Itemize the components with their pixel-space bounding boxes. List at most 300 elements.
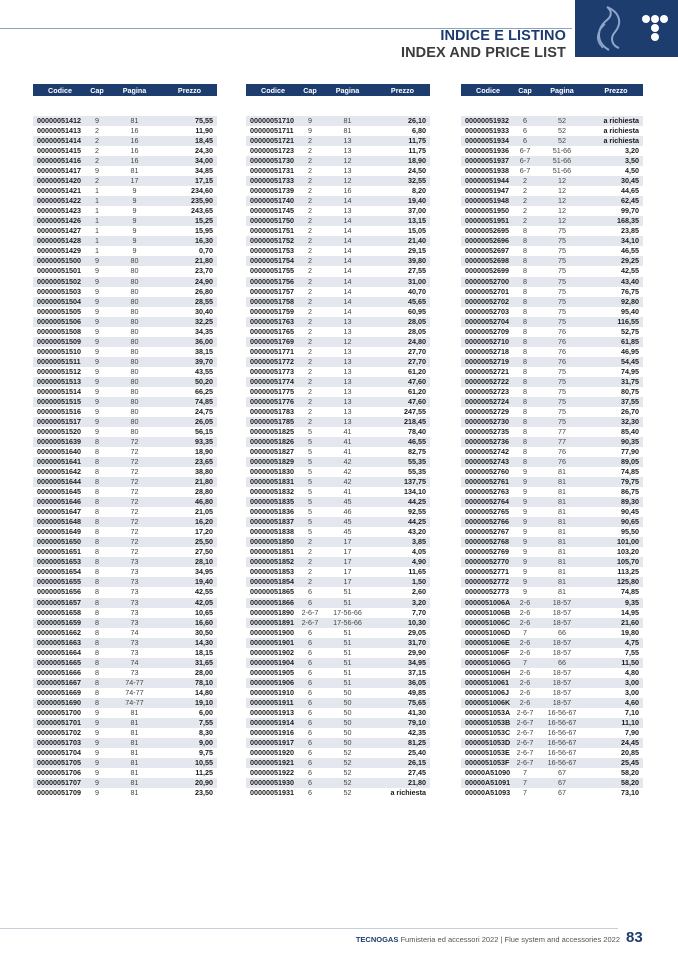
cell-price: 28,55	[162, 297, 217, 307]
cell-code: 00000051891	[246, 618, 300, 628]
cell-code: 00000051701	[33, 718, 87, 728]
cell-code: 00000051647	[33, 507, 87, 517]
cell-price: 45,65	[375, 297, 430, 307]
cell-cap: 8	[515, 317, 535, 327]
cell-cap: 8	[87, 688, 107, 698]
cell-page: 75	[535, 226, 589, 236]
table-row	[33, 246, 217, 256]
cell-code: 00000051776	[246, 397, 300, 407]
header-cap: Cap	[515, 84, 535, 96]
cell-code: 0000051006D	[461, 628, 515, 638]
cell-page: 14	[320, 236, 375, 246]
cell-code: 00000051516	[33, 407, 87, 417]
cell-page: 42	[320, 467, 375, 477]
cell-cap: 9	[515, 487, 535, 497]
cell-page: 81	[107, 778, 162, 788]
cell-cap: 8	[87, 527, 107, 537]
cell-code: 00000051936	[461, 146, 515, 156]
table-row	[246, 668, 430, 678]
cell-page: 12	[535, 216, 589, 226]
cell-page: 75	[535, 367, 589, 377]
table-row	[461, 116, 643, 126]
cell-cap: 2-6	[515, 598, 535, 608]
cell-price: 11,65	[375, 567, 430, 577]
cell-price: 30,45	[589, 176, 643, 186]
cell-price: 6,00	[162, 708, 217, 718]
table-row	[33, 166, 217, 176]
cell-page: 81	[535, 567, 589, 577]
cell-price: 247,55	[375, 407, 430, 417]
cell-cap: 8	[87, 598, 107, 608]
cell-code: 0000051006C	[461, 618, 515, 628]
cell-cap: 2	[300, 256, 320, 266]
cell-price: 77,90	[589, 447, 643, 457]
cell-page: 50	[320, 738, 375, 748]
cell-page: 75	[535, 377, 589, 387]
cell-page: 75	[535, 417, 589, 427]
cell-price: 7,70	[375, 608, 430, 618]
cell-price: 15,05	[375, 226, 430, 236]
cell-code: 00000051641	[33, 457, 87, 467]
cell-cap: 6	[300, 788, 320, 798]
cell-page: 14	[320, 277, 375, 287]
table-row	[461, 317, 643, 327]
cell-page: 52	[320, 748, 375, 758]
table-row	[461, 688, 643, 698]
cell-code: 00000051655	[33, 577, 87, 587]
cell-code: 0000051006A	[461, 598, 515, 608]
cell-price: 16,20	[162, 517, 217, 527]
cell-price: 234,60	[162, 186, 217, 196]
cell-cap: 8	[87, 477, 107, 487]
cell-page: 81	[535, 577, 589, 587]
table-row	[246, 437, 430, 447]
cell-code: 00000051506	[33, 317, 87, 327]
cell-code: 00000051503	[33, 287, 87, 297]
cell-cap: 2	[300, 407, 320, 417]
table-row	[461, 527, 643, 537]
cell-page: 14	[320, 216, 375, 226]
cell-page: 51	[320, 668, 375, 678]
cell-price: 24,80	[375, 337, 430, 347]
table-row	[461, 266, 643, 276]
cell-price: 43,55	[162, 367, 217, 377]
cell-cap: 2-6-7	[516, 747, 534, 757]
cell-code: 00000051948	[461, 196, 515, 206]
cell-cap: 9	[515, 577, 535, 587]
table-row	[461, 557, 643, 567]
cell-page: 74	[107, 658, 162, 668]
cell-price: 90,35	[589, 437, 643, 447]
table-row	[461, 176, 643, 186]
cell-cap: 8	[515, 367, 535, 377]
cell-cap: 5	[300, 477, 320, 487]
table-row	[33, 317, 217, 327]
cell-code: 00000052767	[461, 527, 515, 537]
cell-cap: 8	[87, 517, 107, 527]
table-row	[33, 327, 217, 337]
cell-page: 16	[107, 156, 162, 166]
cell-code: 00000051508	[33, 327, 87, 337]
cell-cap: 8	[87, 608, 107, 618]
cell-price: 74,95	[589, 367, 643, 377]
cell-code: 00000052724	[461, 397, 515, 407]
cell-cap: 2	[300, 166, 320, 176]
table-row	[33, 748, 217, 758]
cell-cap: 5	[300, 517, 320, 527]
table-row	[246, 648, 430, 658]
cell-price: 34,00	[162, 156, 217, 166]
cell-code: 00000051666	[33, 668, 87, 678]
cell-cap: 9	[87, 728, 107, 738]
cell-page: 66	[535, 658, 589, 668]
cell-page: 81	[535, 467, 589, 477]
cell-page: 75	[535, 266, 589, 276]
cell-code: 00000052765	[461, 507, 515, 517]
cell-price: 14,30	[162, 638, 217, 648]
cell-cap: 2	[300, 277, 320, 287]
cell-price: 11,75	[375, 146, 430, 156]
cell-price: 24,30	[162, 146, 217, 156]
cell-code: 00000051832	[246, 487, 300, 497]
cell-price: 44,65	[589, 186, 643, 196]
cell-price: 18,90	[375, 156, 430, 166]
table-row	[33, 337, 217, 347]
table-row	[246, 377, 430, 387]
cell-price: 21,80	[375, 778, 430, 788]
cell-price: 32,30	[589, 417, 643, 427]
cell-cap: 9	[87, 347, 107, 357]
table-row	[461, 577, 643, 587]
cell-price: 26,70	[589, 407, 643, 417]
cell-code: 0000051006J	[461, 688, 515, 698]
cell-code: 0000051053D	[461, 738, 515, 748]
cell-price: 42,55	[162, 587, 217, 597]
cell-cap: 2	[300, 176, 320, 186]
cell-code: 00000051415	[33, 146, 87, 156]
cell-price: 2,60	[375, 587, 430, 597]
cell-page: 18-57	[535, 618, 589, 628]
cell-price: 85,40	[589, 427, 643, 437]
cell-price: 86,75	[589, 487, 643, 497]
cell-code: 00000051659	[33, 618, 87, 628]
cell-code: 00000051854	[246, 577, 300, 587]
cell-code: 00000051913	[246, 708, 300, 718]
cell-page: 45	[320, 527, 375, 537]
cell-page: 76	[535, 447, 589, 457]
cell-price: 7,90	[589, 728, 643, 738]
cell-code: 00000052763	[461, 487, 515, 497]
cell-price: 4,05	[375, 547, 430, 557]
cell-price: 243,65	[162, 206, 217, 216]
table-row	[461, 277, 643, 287]
cell-page: 16-56-67	[535, 738, 589, 748]
cell-cap: 6	[300, 628, 320, 638]
cell-price: 7,55	[162, 718, 217, 728]
table-row	[461, 537, 643, 547]
cell-cap: 1	[87, 196, 107, 206]
cell-code: 00000051754	[246, 256, 300, 266]
table-row	[461, 457, 643, 467]
cell-page: 81	[535, 487, 589, 497]
cell-price: 3,50	[589, 156, 643, 166]
cell-page: 50	[320, 698, 375, 708]
cell-price: 29,05	[375, 628, 430, 638]
cell-page: 75	[535, 397, 589, 407]
cell-page: 73	[107, 567, 162, 577]
cell-page: 80	[107, 377, 162, 387]
cell-code: 00000051938	[461, 166, 515, 176]
cell-code: 00000051646	[33, 497, 87, 507]
cell-cap: 2	[300, 577, 320, 587]
cell-page: 45	[320, 517, 375, 527]
price-table-col2	[246, 84, 430, 798]
cell-cap: 9	[87, 427, 107, 437]
cell-code: 00000052771	[461, 567, 515, 577]
cell-cap: 7	[515, 628, 535, 638]
cell-price: 6,80	[375, 126, 430, 136]
cell-price: 74,85	[589, 587, 643, 597]
cell-price: 23,65	[162, 457, 217, 467]
table-row	[461, 618, 643, 628]
cell-cap: 2	[515, 186, 535, 196]
cell-cap: 6	[300, 738, 320, 748]
cell-price: 3,85	[375, 537, 430, 547]
cell-price: 61,85	[589, 337, 643, 347]
cell-price: 18,90	[162, 447, 217, 457]
cell-price: 29,90	[375, 648, 430, 658]
cell-code: 00000051890	[246, 608, 300, 618]
cell-code: 00000051706	[33, 768, 87, 778]
cell-code: 00000051414	[33, 136, 87, 146]
cell-code: 00000051739	[246, 186, 300, 196]
cell-price: 11,75	[375, 136, 430, 146]
cell-code: 00000051502	[33, 277, 87, 287]
table-row	[33, 196, 217, 206]
table-row	[246, 357, 430, 367]
cell-cap: 8	[515, 347, 535, 357]
cell-cap: 9	[87, 297, 107, 307]
cell-page: 16	[320, 186, 375, 196]
cell-page: 51-66	[535, 156, 589, 166]
cell-page: 12	[535, 176, 589, 186]
cell-page: 51	[320, 598, 375, 608]
cell-cap: 9	[87, 788, 107, 798]
cell-code: 00000051944	[461, 176, 515, 186]
cell-price: 37,00	[375, 206, 430, 216]
table-row	[461, 447, 643, 457]
table-row	[33, 527, 217, 537]
cell-cap: 9	[87, 367, 107, 377]
cell-page: 13	[320, 397, 375, 407]
cell-cap: 9	[87, 708, 107, 718]
table-row	[246, 447, 430, 457]
cell-code: 00000051667	[33, 678, 87, 688]
table-row	[461, 487, 643, 497]
cell-code: 00000051639	[33, 437, 87, 447]
cell-code: 00000052699	[461, 266, 515, 276]
table-row	[33, 688, 217, 698]
cell-price: 74,85	[162, 397, 217, 407]
brand-dots-logo-icon	[641, 14, 669, 42]
cell-code: 00000051653	[33, 557, 87, 567]
cell-price: 44,25	[375, 497, 430, 507]
cell-price: 21,80	[162, 477, 217, 487]
cell-page: 18-57	[535, 608, 589, 618]
cell-price: 29,25	[589, 256, 643, 266]
cell-cap: 6	[300, 758, 320, 768]
cell-price: 66,25	[162, 387, 217, 397]
cell-code: 00000051850	[246, 537, 300, 547]
table-row	[33, 587, 217, 597]
cell-cap: 1	[87, 246, 107, 256]
cell-page: 52	[320, 768, 375, 778]
cell-price: 17,15	[162, 176, 217, 186]
table-row	[33, 768, 217, 778]
cell-code: 00000052696	[461, 236, 515, 246]
cell-code: 00000052718	[461, 347, 515, 357]
cell-page: 18-57	[535, 688, 589, 698]
cell-price: 21,60	[589, 618, 643, 628]
table-row	[33, 387, 217, 397]
cell-code: 00000052697	[461, 246, 515, 256]
cell-code: 00000051769	[246, 337, 300, 347]
cell-cap: 9	[300, 116, 320, 126]
cell-code: 00000510061	[461, 678, 515, 688]
cell-page: 16-56-67	[535, 728, 589, 738]
cell-price: a richiesta	[375, 788, 430, 798]
cell-price: 38,15	[162, 347, 217, 357]
cell-price: 18,15	[162, 648, 217, 658]
cell-page: 12	[535, 206, 589, 216]
cell-price: 23,85	[589, 226, 643, 236]
cell-cap: 9	[515, 527, 535, 537]
cell-cap: 1	[87, 216, 107, 226]
cell-page: 81	[107, 728, 162, 738]
cell-page: 52	[535, 126, 589, 136]
cell-cap: 2	[300, 357, 320, 367]
cell-code: 00000A51091	[461, 778, 515, 788]
table-row	[461, 196, 643, 206]
cell-price: 29,15	[375, 246, 430, 256]
cell-page: 16-56-67	[535, 708, 589, 718]
table-row	[246, 618, 430, 628]
cell-cap: 5	[300, 467, 320, 477]
table-row	[461, 728, 643, 738]
cell-page: 75	[535, 236, 589, 246]
table-row	[461, 246, 643, 256]
cell-page: 80	[107, 256, 162, 266]
cell-cap: 2	[300, 136, 320, 146]
cell-code: 00000051826	[246, 437, 300, 447]
cell-cap: 2	[300, 206, 320, 216]
cell-cap: 6-7	[515, 166, 535, 176]
table-row	[33, 136, 217, 146]
table-row	[33, 557, 217, 567]
header-cap: Cap	[87, 84, 107, 96]
cell-cap: 9	[87, 778, 107, 788]
cell-page: 80	[107, 317, 162, 327]
cell-cap: 8	[515, 287, 535, 297]
table-row	[246, 277, 430, 287]
header-page: Pagina	[107, 84, 162, 96]
cell-page: 72	[107, 517, 162, 527]
cell-code: 00000051703	[33, 738, 87, 748]
table-row	[246, 497, 430, 507]
cell-price: 75,55	[162, 116, 217, 126]
table-row	[33, 377, 217, 387]
cell-page: 72	[107, 447, 162, 457]
table-row	[246, 116, 430, 126]
cell-page: 13	[320, 146, 375, 156]
cell-cap: 2	[300, 287, 320, 297]
cell-cap: 2	[300, 367, 320, 377]
table-row	[461, 136, 643, 146]
cell-price: 25,50	[162, 537, 217, 547]
cell-page: 9	[107, 206, 162, 216]
cell-page: 73	[107, 598, 162, 608]
cell-page: 75	[535, 256, 589, 266]
cell-page: 14	[320, 307, 375, 317]
table-row	[246, 427, 430, 437]
cell-cap: 9	[87, 166, 107, 176]
table-row	[33, 497, 217, 507]
cell-code: 00000051422	[33, 196, 87, 206]
cell-page: 80	[107, 367, 162, 377]
table-row	[246, 387, 430, 397]
cell-cap: 2	[515, 176, 535, 186]
cell-price: 46,80	[162, 497, 217, 507]
cell-price: 8,20	[375, 186, 430, 196]
table-row	[246, 658, 430, 668]
cell-cap: 1	[87, 226, 107, 236]
cell-price: a richiesta	[589, 126, 643, 136]
cell-page: 81	[535, 507, 589, 517]
cell-page: 18-57	[535, 638, 589, 648]
cell-price: 34,85	[162, 166, 217, 176]
cell-price: 90,45	[589, 507, 643, 517]
table-row	[33, 307, 217, 317]
table-row	[246, 457, 430, 467]
cell-price: 42,35	[375, 728, 430, 738]
table-row	[33, 628, 217, 638]
cell-cap: 2	[87, 126, 107, 136]
cell-price: 37,55	[589, 397, 643, 407]
cell-price: 105,70	[589, 557, 643, 567]
title-italian: INDICE E LISTINO	[440, 28, 566, 44]
cell-cap: 6	[300, 748, 320, 758]
cell-cap: 9	[87, 307, 107, 317]
cell-cap: 2	[300, 397, 320, 407]
cell-price: 13,15	[375, 216, 430, 226]
cell-price: 58,20	[589, 768, 643, 778]
cell-cap: 1	[87, 236, 107, 246]
table-row	[461, 307, 643, 317]
cell-price: 46,55	[589, 246, 643, 256]
cell-cap: 2-6	[515, 608, 535, 618]
table-row	[33, 788, 217, 798]
cell-price: 61,20	[375, 387, 430, 397]
cell-page: 13	[320, 136, 375, 146]
cell-price: 4,60	[589, 698, 643, 708]
cell-price: 32,25	[162, 317, 217, 327]
cell-page: 81	[535, 537, 589, 547]
cell-price: 47,60	[375, 377, 430, 387]
cell-code: 00000051520	[33, 427, 87, 437]
cell-cap: 2	[87, 156, 107, 166]
cell-price: 3,00	[589, 678, 643, 688]
cell-cap: 2	[300, 196, 320, 206]
